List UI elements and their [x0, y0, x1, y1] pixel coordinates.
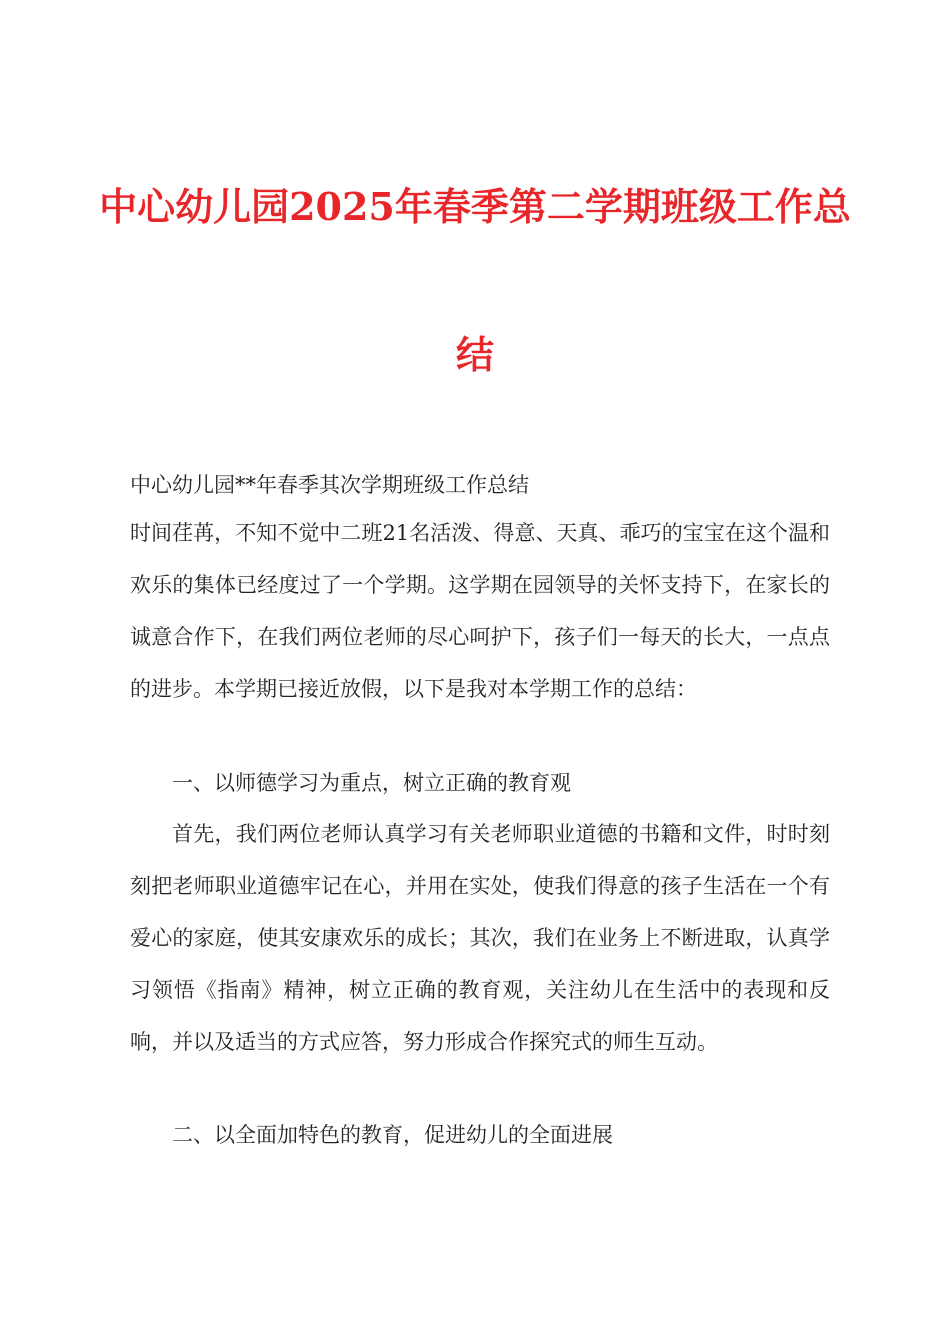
section-1-heading: 一、以师德学习为重点，树立正确的教育观 — [172, 771, 571, 795]
document-title-line-2: 结 — [455, 332, 494, 377]
document-title-line-1: 中心幼儿园2025年春季第二学期班级工作总 — [99, 184, 851, 229]
section-1-paragraph: 首先，我们两位老师认真学习有关老师职业道德的书籍和文件，时时刻刻把老师职业道德牢记在心，并用在实处，使我们得意的孩子生活在一个有爱心的家庭，使其安康欢乐的成长；其次，我们在业务上不断进取，认真学习领悟《指南》精神，树立正确的教育观，关注幼儿在生活中的表现和反响，并以及适当的方式应答，努力形成合作探究式的师生互动。 — [130, 822, 830, 1054]
intro-paragraph: 时间荏苒，不知不觉中二班21名活泼、得意、天真、乖巧的宝宝在这个温和欢乐的集体已经度过了一个学期。这学期在园领导的关怀支持下，在家长的诚意合作下，在我们两位老师的尽心呵护下，孩子们一每天的长大，一点点的进步。本学期已接近放假，以下是我对本学期工作的总结： — [130, 521, 830, 701]
section-2-heading: 二、以全面加特色的教育，促进幼儿的全面进展 — [172, 1123, 613, 1147]
document-subtitle: 中心幼儿园**年春季其次学期班级工作总结 — [130, 473, 529, 497]
